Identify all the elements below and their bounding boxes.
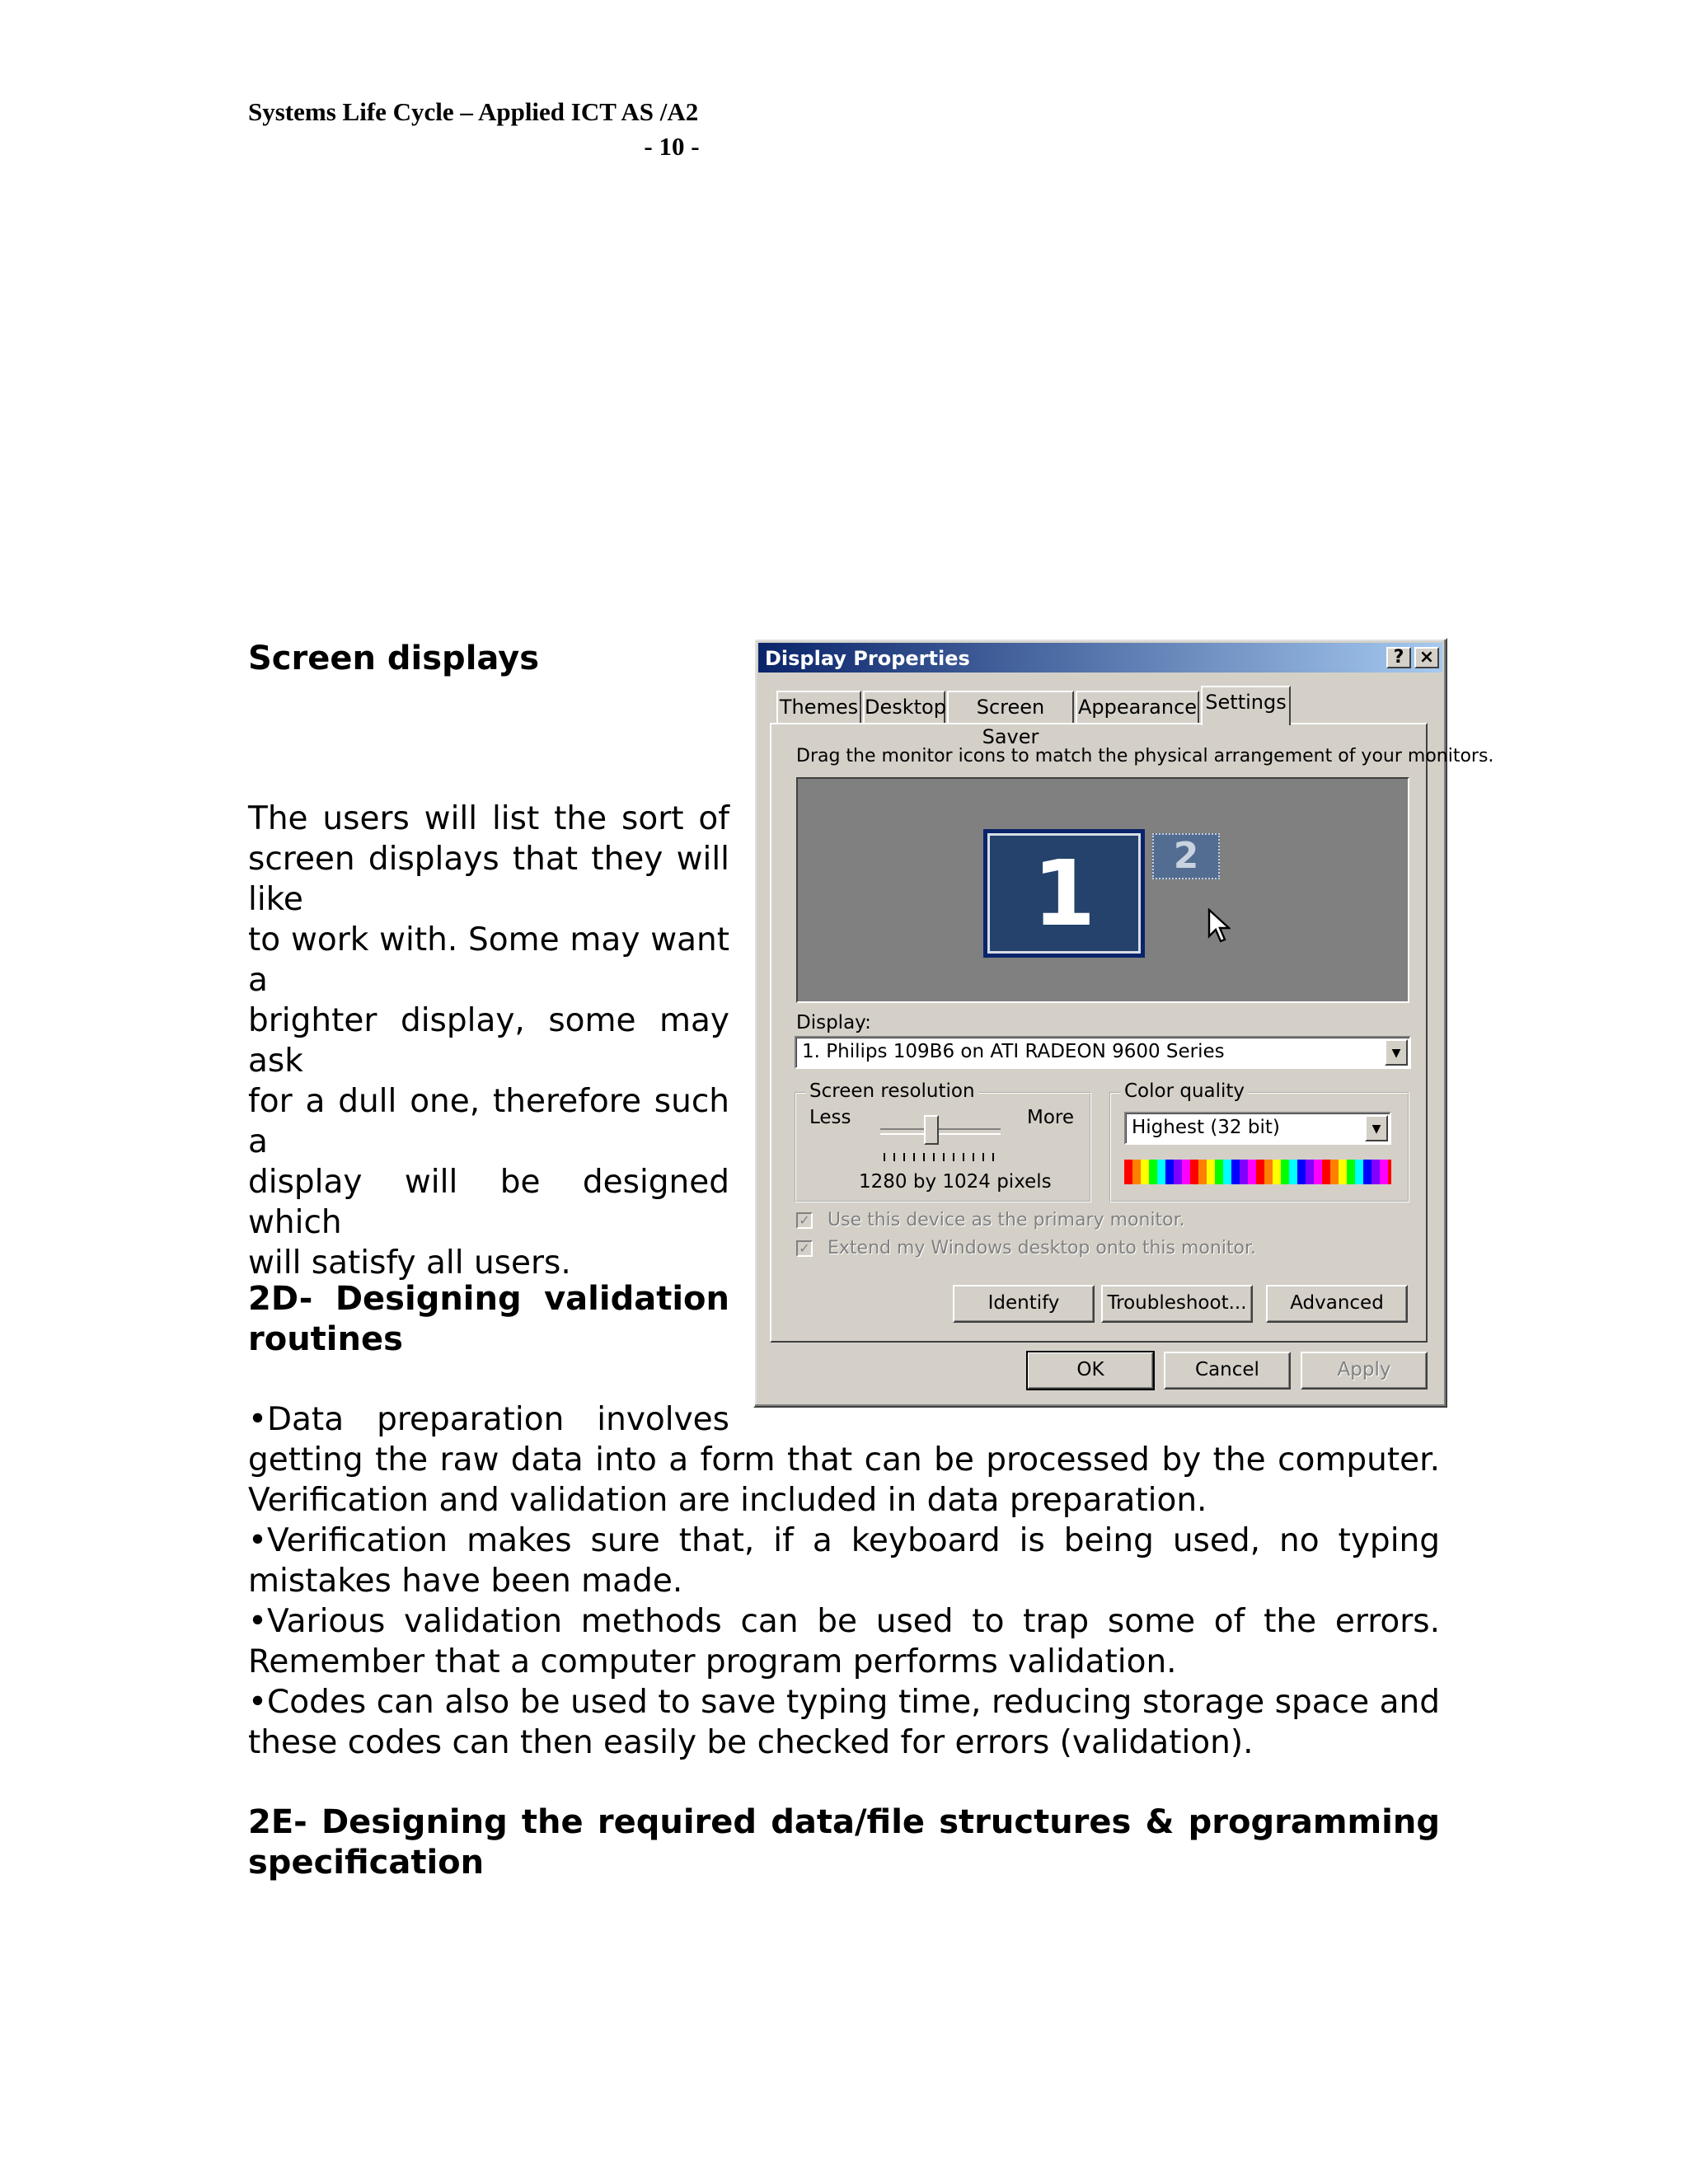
display-properties-dialog: [753, 638, 1494, 1408]
display-select[interactable]: [795, 1036, 1411, 1069]
dialog-titlebar[interactable]: [758, 643, 1442, 673]
primary-monitor-checkbox[interactable]: ✓: [796, 1212, 813, 1229]
help-button[interactable]: ?: [1386, 647, 1411, 668]
screen-displays-body: [248, 799, 729, 1283]
color-quality-value: Highest (32 bit): [1132, 1117, 1280, 1138]
resolution-slider-track[interactable]: [880, 1128, 1001, 1135]
tab-settings[interactable]: Settings: [1201, 686, 1291, 725]
troubleshoot-button[interactable]: Troubleshoot...: [1101, 1285, 1253, 1323]
color-quality-group: [1109, 1080, 1409, 1202]
validation-heading-line2: routines: [248, 1320, 403, 1358]
body-line: for a dull one, therefore such a: [248, 1083, 729, 1160]
bullet-verification: •Verification makes sure that, if a keyboard is being used, no typing mistakes have been made.: [248, 1522, 1440, 1600]
color-quality-label: Color quality: [1121, 1080, 1248, 1102]
screen-resolution-group: [795, 1080, 1091, 1202]
color-quality-select[interactable]: [1124, 1112, 1391, 1145]
slider-ticks: [884, 1153, 999, 1161]
body-line: The users will list the sort of: [248, 800, 729, 837]
page-number: - 10 -: [644, 132, 700, 161]
resolution-more-label: More: [1027, 1107, 1075, 1128]
monitor-2-icon[interactable]: 2: [1152, 833, 1220, 879]
monitor-arrangement-area[interactable]: [796, 777, 1409, 1003]
chevron-down-icon[interactable]: ▼: [1365, 1115, 1388, 1141]
file-structures-heading-line1: 2E- Designing the required data/file structures & programming: [248, 1803, 1440, 1841]
instruction-text: Drag the monitor icons to match the physical arrangement of your monitors.: [796, 746, 1494, 766]
validation-heading-line1: 2D- Designing validation: [248, 1280, 729, 1318]
extend-desktop-label: Extend my Windows desktop onto this monitor.: [828, 1238, 1257, 1258]
resolution-less-label: Less: [809, 1107, 851, 1128]
file-structures-heading-line2: specification: [248, 1844, 485, 1882]
chevron-down-icon[interactable]: ▼: [1385, 1039, 1408, 1066]
color-spectrum-icon: [1124, 1160, 1391, 1184]
close-button[interactable]: ×: [1414, 647, 1439, 668]
monitor-1-icon[interactable]: 1: [983, 829, 1145, 958]
ok-button[interactable]: OK: [1027, 1352, 1154, 1390]
mouse-pointer-icon: [1207, 908, 1231, 944]
resolution-value: 1280 by 1024 pixels: [859, 1171, 1052, 1193]
display-label: Display:: [796, 1012, 871, 1033]
body-line: display will be designed which: [248, 1164, 729, 1241]
extend-desktop-checkbox[interactable]: ✓: [796, 1240, 813, 1257]
body-line: to work with. Some may want a: [248, 921, 729, 999]
body-line: brighter display, some may ask: [248, 1002, 729, 1080]
tab-desktop[interactable]: Desktop: [863, 691, 945, 724]
screen-resolution-label: Screen resolution: [806, 1080, 978, 1102]
bullet-codes: •Codes can also be used to save typing time, reducing storage space and these codes can then easily be checked for errors (validation).: [248, 1684, 1440, 1761]
screen-displays-heading: Screen displays: [248, 640, 540, 677]
document-header-title: Systems Life Cycle – Applied ICT AS /A2: [248, 97, 699, 126]
identify-button[interactable]: Identify: [953, 1285, 1095, 1323]
display-select-value: 1. Philips 109B6 on ATI RADEON 9600 Series: [802, 1041, 1225, 1062]
bullet-validation-methods: •Various validation methods can be used to trap some of the errors. Remember that a computer program performs validation.: [248, 1603, 1440, 1680]
dialog-title: Display Properties: [765, 647, 970, 670]
cancel-button[interactable]: Cancel: [1164, 1352, 1291, 1390]
primary-monitor-label: Use this device as the primary monitor.: [828, 1210, 1185, 1230]
bullet-data-preparation-start: •Data preparation involves: [248, 1401, 729, 1438]
tab-screen-saver[interactable]: Screen Saver: [947, 691, 1074, 724]
body-line: screen displays that they will like: [248, 841, 729, 918]
advanced-button[interactable]: Advanced: [1266, 1285, 1408, 1323]
bullet-data-preparation-rest: getting the raw data into a form that can be processed by the computer. Verification and validation are included in data preparation.: [248, 1441, 1440, 1519]
resolution-slider-thumb[interactable]: [924, 1115, 939, 1145]
tab-appearance[interactable]: Appearance: [1076, 691, 1199, 724]
tab-themes[interactable]: Themes: [776, 691, 861, 724]
apply-button[interactable]: Apply: [1301, 1352, 1428, 1390]
body-line: will satisfy all users.: [248, 1244, 571, 1282]
